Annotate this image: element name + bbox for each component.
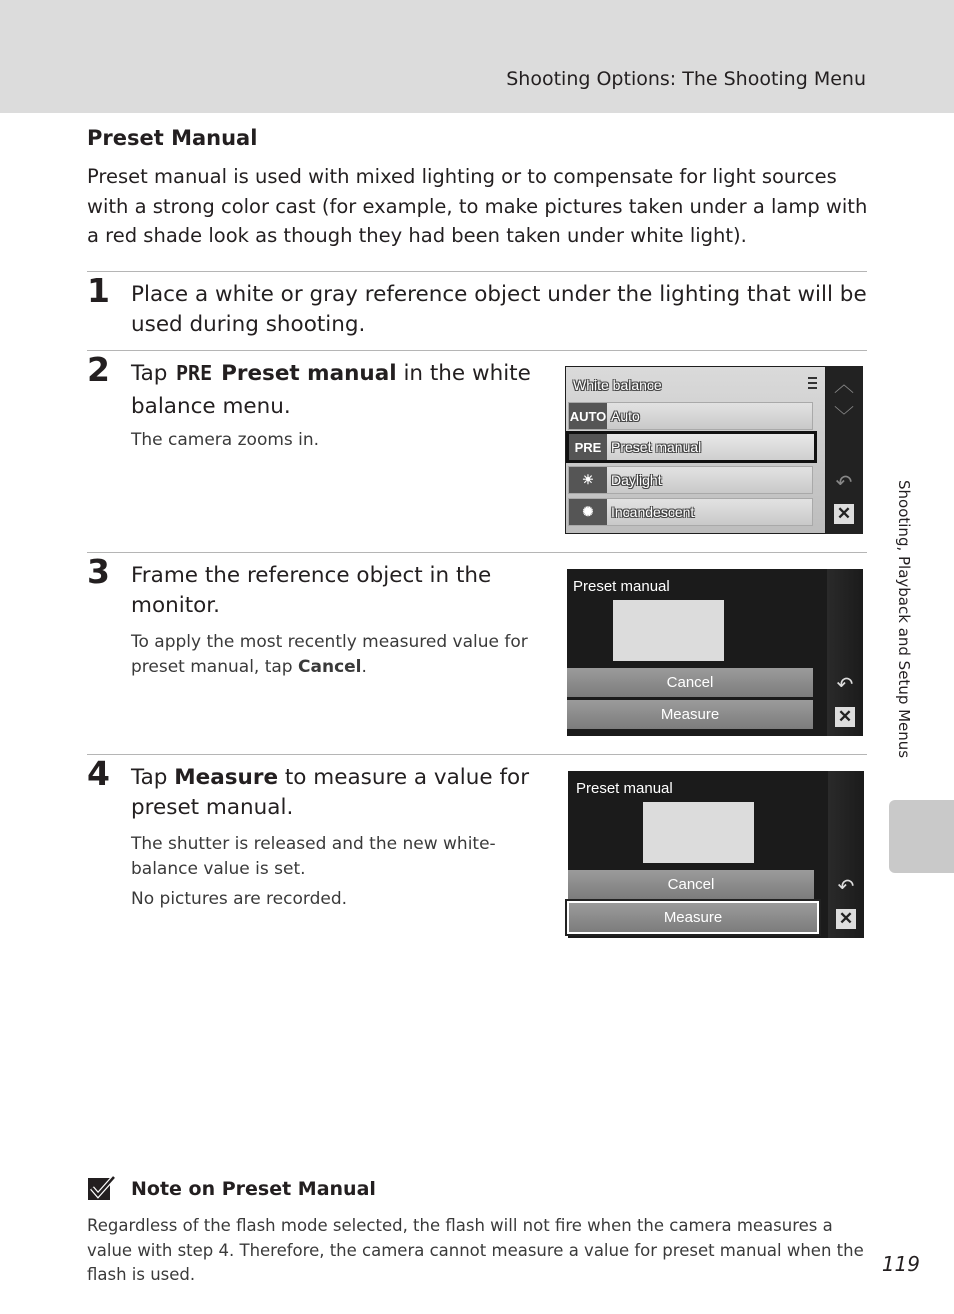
scroll-up-icon[interactable]: ︿	[834, 374, 854, 396]
step-1-text: Place a white or gray reference object under the lighting that will be used during shooting.	[131, 282, 867, 337]
wb-item-auto[interactable]: AUTO Auto	[568, 402, 813, 430]
step-3-sub: To apply the most recently measured value for preset manual, tap Cancel.	[131, 632, 528, 677]
chapter-tab	[889, 800, 954, 873]
wb-item-incandescent[interactable]: ✺ Incandescent	[568, 498, 813, 526]
divider	[87, 754, 867, 755]
close-icon[interactable]: ✕	[834, 504, 854, 524]
step-2-sub: The camera zooms in.	[131, 430, 320, 450]
step-4-text: Tap Measure to measure a value for preset manual.	[131, 765, 530, 820]
preset-icon: PRE	[569, 434, 607, 460]
side-tab-label: Shooting, Playback and Setup Menus	[895, 480, 913, 759]
note-text: Regardless of the flash mode selected, the flash will not fire when the camera measures a value with step 4. Therefore, the camera cannot measure a value for preset manual when the flash is used.	[87, 1216, 864, 1284]
pm-title: Preset manual	[576, 780, 673, 797]
step-1-number: 1	[87, 271, 110, 310]
page-number: 119	[881, 1252, 920, 1276]
wb-item-daylight[interactable]: ☀ Daylight	[568, 466, 813, 494]
measure-button[interactable]: Measure	[567, 901, 819, 934]
back-icon[interactable]: ↶	[836, 674, 854, 696]
section-title: Preset Manual	[87, 126, 258, 150]
divider	[87, 552, 867, 553]
divider	[87, 350, 867, 351]
cancel-button[interactable]: Cancel	[568, 870, 814, 899]
step-2-number: 2	[87, 350, 110, 389]
preset-manual-icon	[176, 361, 212, 392]
step-3-text: Frame the reference object in the monitor.	[131, 563, 492, 618]
step-3-number: 3	[87, 552, 110, 591]
wb-item-preset-manual[interactable]: PRE Preset manual	[566, 431, 817, 463]
measure-button[interactable]: Measure	[567, 700, 813, 729]
pm-title: Preset manual	[573, 578, 670, 595]
preset-manual-screen-2	[568, 771, 864, 938]
white-balance-screen	[565, 366, 863, 534]
note-title: Note on Preset Manual	[131, 1178, 376, 1200]
incandescent-icon: ✺	[569, 499, 607, 525]
page-header	[0, 0, 954, 113]
auto-icon: AUTO	[569, 403, 607, 429]
step-2-text: Tap PRE Preset manual in the white balance menu.	[131, 361, 531, 419]
cancel-button[interactable]: Cancel	[567, 668, 813, 697]
scroll-down-icon[interactable]: ﹀	[834, 406, 854, 428]
back-icon[interactable]: ↶	[837, 876, 855, 898]
menu-icon	[808, 377, 817, 389]
back-icon[interactable]: ↶	[835, 472, 853, 494]
step-4-sub-1: The shutter is released and the new white-balance value is set.	[131, 834, 496, 879]
preset-manual-screen-1	[567, 569, 863, 736]
close-icon[interactable]: ✕	[836, 909, 856, 929]
header-title: Shooting Options: The Shooting Menu	[506, 68, 866, 90]
close-icon[interactable]: ✕	[835, 707, 855, 727]
wb-sidebar	[826, 366, 863, 534]
svg-text:PRE: PRE	[176, 361, 213, 383]
white-balance-menu	[566, 367, 825, 533]
checkmark-icon	[87, 1175, 117, 1203]
section-intro: Preset manual is used with mixed lighting or to compensate for light sources with a strong color cast (for example, to make pictures taken under a lamp with a red shade look as though they had been taken under white light).	[87, 165, 868, 247]
reference-frame	[643, 802, 754, 863]
step-4-sub-2: No pictures are recorded.	[131, 889, 348, 909]
daylight-icon: ☀	[569, 467, 607, 493]
wb-title: White balance	[573, 377, 662, 393]
divider	[87, 271, 867, 272]
reference-frame	[613, 600, 724, 661]
step-4-number: 4	[87, 754, 110, 793]
